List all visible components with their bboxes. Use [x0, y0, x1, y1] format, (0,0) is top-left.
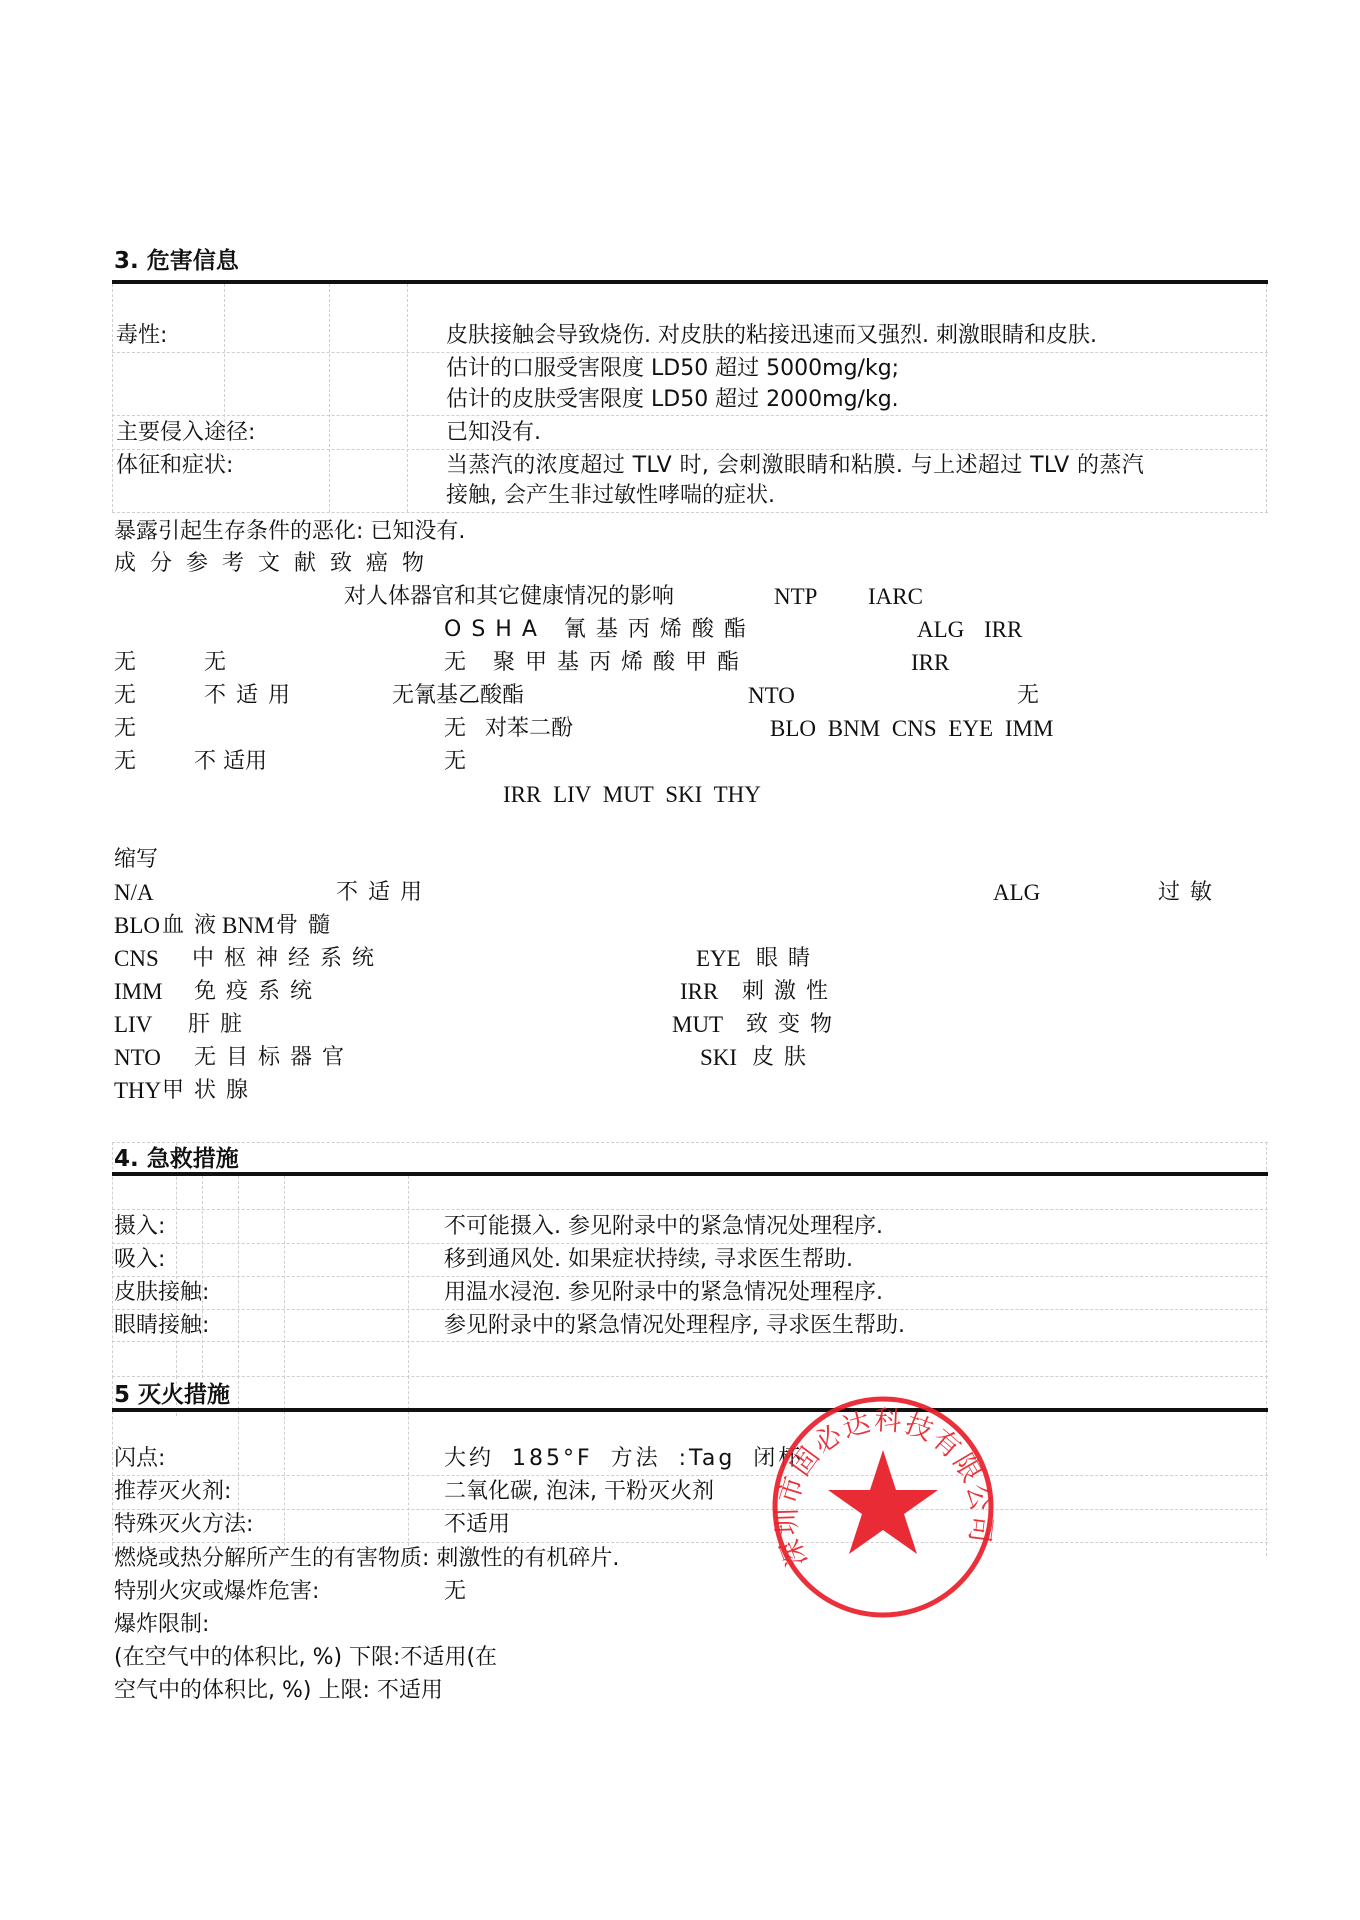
grid-line	[112, 1142, 113, 1378]
abbr-meaning-liv: 肝脏	[188, 1012, 253, 1037]
grid-line	[238, 1176, 239, 1378]
component-1-effects: IRR	[911, 650, 950, 675]
abbr-code-mut: MUT	[672, 1012, 724, 1037]
grid-line	[408, 1376, 409, 1556]
grid-line	[176, 1142, 177, 1378]
eye-contact-value: 参见附录中的紧急情况处理程序, 寻求医生帮助.	[444, 1313, 905, 1338]
component-2-name: 无氰基乙酸酯	[392, 683, 525, 708]
route-label: 主要侵入途径:	[116, 420, 256, 445]
component-3-effects: BLO BNM CNS EYE IMM	[770, 716, 1054, 741]
flash-point-label: 闪点:	[114, 1446, 166, 1471]
abbr-meaning-cns: 中枢神经系统	[192, 946, 385, 971]
flash-point-value: 大约 185°F 方法 :Tag 闭杯	[444, 1446, 804, 1471]
abbreviations-title: 缩写	[114, 847, 159, 872]
explosion-limits-line-2: 空气中的体积比, %) 上限: 不适用	[114, 1678, 443, 1703]
abbr-meaning-blo: 血液	[162, 913, 227, 938]
special-method-label: 特殊灭火方法:	[114, 1512, 254, 1537]
component-4-c1: 无	[114, 749, 137, 774]
grid-line	[112, 1243, 1268, 1244]
abbr-code-bnm: BNM	[222, 913, 275, 938]
grid-line	[112, 415, 1268, 416]
explosion-limits-line-1: (在空气中的体积比, %) 下限:不适用(在	[114, 1645, 498, 1670]
grid-line	[1266, 1376, 1267, 1556]
component-header: 成分参考文献致癌物	[114, 551, 439, 576]
grid-line	[112, 284, 113, 512]
grid-line	[112, 1142, 1268, 1143]
extinguishing-media-value: 二氧化碳, 泡沫, 干粉灭火剂	[444, 1479, 714, 1504]
grid-line	[1266, 1142, 1267, 1378]
component-1-name: 无 聚甲基丙烯酸甲酯	[444, 650, 749, 675]
company-seal-stamp	[768, 1392, 998, 1622]
ingestion-label: 摄入:	[114, 1214, 166, 1239]
special-method-value: 不适用	[444, 1512, 511, 1537]
grid-line	[284, 1376, 285, 1556]
abbr-code-alg: ALG	[993, 880, 1041, 905]
section-3-title: 3. 危害信息	[114, 248, 239, 274]
inhalation-label: 吸入:	[114, 1247, 166, 1272]
grid-line	[112, 1475, 1268, 1476]
star-icon	[828, 1450, 938, 1554]
grid-line	[112, 1209, 1268, 1210]
grid-line	[202, 1176, 203, 1378]
grid-line	[112, 1542, 1268, 1543]
grid-line	[112, 1509, 1268, 1510]
abbr-code-cns: CNS	[114, 946, 159, 971]
grid-line	[112, 1276, 1268, 1277]
abbr-code-na: N/A	[114, 880, 154, 905]
route-value: 已知没有.	[446, 420, 541, 445]
abbr-meaning-mut: 致变物	[746, 1012, 843, 1037]
grid-line	[329, 284, 330, 512]
component-2-c2: 不适用	[204, 683, 301, 708]
skin-contact-label: 皮肤接触:	[114, 1280, 210, 1305]
extinguishing-media-label: 推荐灭火剂:	[114, 1479, 232, 1504]
grid-line	[112, 1376, 1268, 1377]
abbr-meaning-ski: 皮肤	[752, 1045, 817, 1070]
component-3-c1: 无	[114, 716, 137, 741]
abbr-code-blo: BLO	[114, 913, 160, 938]
ld50-oral: 估计的口服受害限度 LD50 超过 5000mg/kg;	[446, 356, 900, 381]
toxicity-value: 皮肤接触会导致烧伤. 对皮肤的粘接迅速而又强烈. 刺激眼睛和皮肤.	[446, 323, 1097, 348]
abbr-meaning-nto: 无目标器官	[194, 1045, 355, 1070]
grid-line	[284, 1176, 285, 1378]
grid-line	[112, 512, 1268, 513]
component-2-c5: 无	[1017, 683, 1040, 708]
abbr-code-thy: THY	[114, 1078, 162, 1103]
explosion-limits-label: 爆炸限制:	[114, 1612, 210, 1637]
abbr-meaning-irr: 刺激性	[742, 979, 839, 1004]
col-ntp: NTP	[774, 584, 818, 609]
grid-line	[1266, 284, 1267, 512]
symptoms-label: 体征和症状:	[116, 453, 234, 478]
component-osha-effects: ALG IRR	[917, 617, 1023, 642]
grid-line	[112, 352, 1268, 353]
special-hazard-label: 特别火灾或爆炸危害:	[114, 1579, 320, 1604]
seal-text: 深圳市固必达科技有限公司	[771, 1405, 998, 1572]
component-osha: OSHA 氰基丙烯酸酯	[444, 617, 756, 642]
symptoms-value-1: 当蒸汽的浓度超过 TLV 时, 会刺激眼睛和粘膜. 与上述超过 TLV 的蒸汽	[446, 453, 1145, 478]
section-3-rule	[112, 280, 1268, 284]
ld50-dermal: 估计的皮肤受害限度 LD50 超过 2000mg/kg.	[446, 387, 899, 412]
component-1-c2: 无	[204, 650, 227, 675]
abbr-meaning-imm: 免疫系统	[194, 979, 323, 1004]
component-4-c2: 不 适用	[194, 749, 267, 774]
abbr-meaning-thy: 甲状腺	[162, 1078, 259, 1103]
component-1-c1: 无	[114, 650, 137, 675]
abbr-meaning-bnm: 骨髓	[276, 913, 341, 938]
special-hazard-value: 无	[444, 1579, 467, 1604]
abbr-code-imm: IMM	[114, 979, 163, 1004]
section-4-title: 4. 急救措施	[114, 1146, 239, 1172]
abbr-code-irr: IRR	[680, 979, 719, 1004]
grid-line	[407, 284, 408, 512]
component-3-name: 无 对苯二酚	[444, 716, 573, 741]
grid-line	[408, 1176, 409, 1378]
abbr-code-ski: SKI	[700, 1045, 738, 1070]
grid-line	[112, 449, 1268, 450]
abbr-code-liv: LIV	[114, 1012, 153, 1037]
grid-line	[112, 1376, 113, 1556]
component-2-c1: 无	[114, 683, 137, 708]
grid-line	[224, 284, 225, 432]
abbr-meaning-alg: 过敏	[1158, 880, 1223, 905]
component-4-name: 无	[444, 749, 467, 774]
abbr-code-nto: NTO	[114, 1045, 161, 1070]
component-2-effects: NTO	[748, 683, 795, 708]
col-iarc: IARC	[868, 584, 923, 609]
abbr-code-eye: EYE	[696, 946, 741, 971]
section-5-rule	[112, 1408, 1268, 1412]
symptoms-value-2: 接触, 会产生非过敏性哮喘的症状.	[446, 483, 775, 508]
toxicity-label: 毒性:	[116, 323, 168, 348]
component-5-effects: IRR LIV MUT SKI THY	[503, 782, 761, 807]
exposure-worsening: 暴露引起生存条件的恶化: 已知没有.	[114, 519, 466, 544]
grid-line	[112, 1341, 1268, 1342]
section-5-title: 5 灭火措施	[114, 1382, 231, 1408]
eye-contact-label: 眼睛接触:	[114, 1313, 210, 1338]
inhalation-value: 移到通风处. 如果症状持续, 寻求医生帮助.	[444, 1247, 853, 1272]
grid-line	[112, 1309, 1268, 1310]
section-4-rule	[112, 1172, 1268, 1176]
skin-contact-value: 用温水浸泡. 参见附录中的紧急情况处理程序.	[444, 1280, 883, 1305]
abbr-meaning-na: 不适用	[336, 880, 433, 905]
organ-effects-header: 对人体器官和其它健康情况的影响	[344, 584, 675, 609]
ingestion-value: 不可能摄入. 参见附录中的紧急情况处理程序.	[444, 1214, 883, 1239]
combustion-products: 燃烧或热分解所产生的有害物质: 刺激性的有机碎片.	[114, 1546, 620, 1571]
abbr-meaning-eye: 眼睛	[756, 946, 821, 971]
